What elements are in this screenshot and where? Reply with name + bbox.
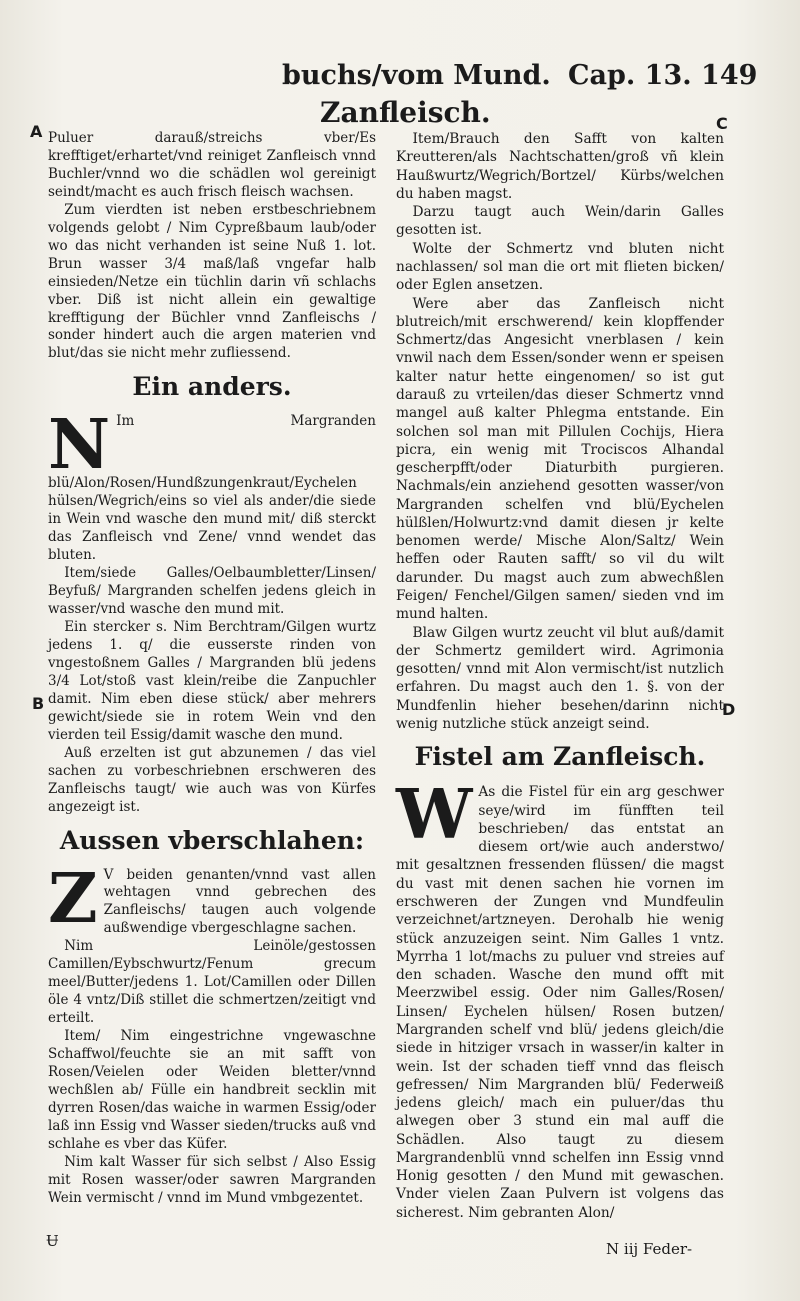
header-chapter-page: Cap. 13. 149 (568, 60, 758, 91)
footer-signature-catchword: N iij Feder- (606, 1240, 693, 1258)
section-title: Zanfleisch. (320, 96, 491, 129)
paragraph: Item/siede Galles/Oelbaumbletter/Linsen/ Beyfuß/ Margranden schelfen jedens gleich in wasser/vnd wasche den mund mit. (48, 565, 376, 618)
paragraph-with-initial (48, 405, 376, 565)
heading-fistel: Fistel am Zanfleisch. (414, 742, 706, 772)
paragraph: Nim kalt Wasser für sich selbst / Also Essig mit Rosen wasser/oder sawren Margranden Wein vermischt / vnnd im Mund vmbgezentet. (48, 1153, 376, 1206)
right-column (396, 130, 724, 1222)
margin-letter-a: A (30, 122, 43, 141)
paragraph-text: Im Margranden blü/Alon/Rosen/Hundßzungenkraut/Eychelen hülsen/Wegrich/eins so viel als ander/die siede in Wein vnd wasche den mund mit/ diß sterckt das Zanfleisch vnd Zene/ vnnd wendet das bluten. (48, 413, 376, 564)
heading-aussen-vberschlahen: Aussen vberschlahen: (59, 825, 365, 855)
paragraph-text: As die Fistel für ein arg geschwer seye/wird im fünfften teil beschrieben/ das entstat an diesem ort/wie auch anderstwo/ mit gesaltznen fressenden flüssen/ die magst du vast mit denen sachen hie vornen im erschweren der Zungen vnd Mundfeulin verzeichnet/artzneyen. Derohalb hie wenig stück anzuzeigen seint. Nim Galles 1 vntz. Myrrha 1 lot/machs zu puluer vnd streies auf den schaden. Wasche den mund offt mit Meerzwibel essig. Oder nim Galles/Rosen/ Linsen/ Eychelen hülsen/ Rosen butzen/ Margranden schelf vnd blü/ jedens gleich/die siede in hitziger vrsach in wasser/in kalter in wein. Ist der schaden tieff vnnd das fleisch gefressen/ Nim Margranden blü/ Federweiß jedens gleich/ mach ein puluer/das thu alwegen ober 3 stund ein mal auff die Schädlen. Also taugt zu diesem Margrandenblü vnnd schelfen inn Essig vnnd Honig gesotten / den Mund mit gewaschen. Vnder vielen Zaan Pulvern ist volgens das sicherest. Nim gebranten Alon/ (396, 784, 724, 1221)
paragraph: Wolte der Schmertz vnd bluten nicht nachlassen/ sol man die ort mit flieten bicken/ oder Eglen ansetzen. (396, 240, 724, 294)
drop-cap: Z (48, 858, 98, 939)
header-title: buchs/vom Mund. (282, 60, 551, 91)
paragraph: Were aber das Zanfleisch nicht blutreich/mit erschwerend/ kein klopffender Schmertz/das Angesicht vnerblasen / kein vnwil nach dem Essen/sonder wenn er speisen kalter natur hette eingenomen/ so ist gut darauß zu vrteilen/das dieser Schmertz vnnd mangel auß kalter Phlegma entstande. Ein solchen sol man mit Pillulen Cochijs, Hiera picra, ein wenig mit Trociscos Alhandal gescherpfft/oder Diaturbith purgieren. Nachmals/ein anziehend gesotten wasser/von Margranden schelfen vnd blü/Eychelen hülßlen/Holwurtz:vnd damit diesen jr kelte benomen werde/ Mische Alon/Saltz/ Wein heffen oder Rauten safft/ so vil du wilt darunder. Du magst auch zum abwechßlen Feigen/ Fenchel/Gilgen samen/ sieden vnd im mund halten. (396, 295, 724, 623)
paragraph: Ein stercker s. Nim Berchtram/Gilgen wurtz jedens 1. q/ die eusserste rinden von vngestoßnem Galles / Margranden blü jedens 3/4 Lot/stoß vast klein/reibe die Zanpuchler damit. Nim eben diese stück/ aber mehrers gewicht/siede sie in rotem Wein vnd den vierden teil Essig/damit wasche den mund. (48, 619, 376, 743)
paragraph: Blaw Gilgen wurtz zeucht vil blut auß/damit der Schmertz gemildert wird. Agrimonia gesotten/ vnnd mit Alon vermischt/ist nutzlich erfahren. Du magst auch den 1. §. von der Mundfenlin hieher besehen/darinn nicht wenig nutzliche stück anzeigt seind. (396, 624, 724, 732)
running-header (0, 60, 800, 100)
paragraph: Item/Brauch den Safft von kalten Kreutteren/als Nachtschatten/groß vñ klein Haußwurtz/Wegrich/Bortzel/ Kürbs/welchen du haben magst. (396, 131, 724, 202)
paragraph-text: V beiden genanten/vnnd vast allen wehtagen vnnd gebrechen des Zanfleischs/ taugen auch volgende außwendige vbergeschlagne sachen. (103, 866, 376, 937)
paragraph: Auß erzelten ist gut abzunemen / das viel sachen zu vorbeschriebnen erschweren des Zanfleischs taugt/ wie auch was von Kürfes angezeigt ist. (48, 744, 376, 815)
paragraph: Nim Leinöle/gestossen Camillen/Eybschwurtz/Fenum grecum meel/Butter/jedens 1. Lot/Camillen oder Dillen öle 4 vntz/Diß stillet die schmertzen/zeitigt vnd erteilt. (48, 938, 376, 1027)
margin-letter-d: D (722, 700, 736, 719)
margin-letter-b: B (32, 694, 45, 713)
footer-mark: Ʉ (46, 1232, 59, 1250)
paragraph-with-initial (396, 775, 724, 1222)
heading-ein-anders: Ein anders. (132, 372, 292, 402)
paragraph: Zum vierdten ist neben erstbeschriebnem volgends gelobt / Nim Cypreßbaum laub/oder wo das nicht verhanden ist seine Nuß 1. lot. Brun wasser 3/4 maß/laß vngefar halb einsieden/Netze ein tüchlin darin vñ schlachs vber. Diß ist nicht allein ein gewaltige krefftigung der Büchler vnnd Zanfleischs / sonder hindert auch die argen materien vnd blut/das sie nicht mehr zufliessend. (48, 201, 376, 362)
paragraph: Puluer darauß/streichs vber/Es krefftiget/erhartet/vnd reiniget Zanfleisch vnnd Buchler/vnnd wo die schädlen wol gereinigt seindt/macht es auch frisch fleisch wachsen. (48, 130, 376, 200)
paragraph: Item/ Nim eingestrichne vngewaschne Schaffwol/feuchte sie an mit safft von Rosen/Veielen oder Weiden bletter/vnnd wechßlen ab/ Fülle ein handbreit secklin mit dyrren Rosen/das waiche in warmen Essig/oder laß inn Essig vnd Wasser sieden/trucks auß vnd schlahe es vber das Küfer. (48, 1028, 376, 1152)
margin-letter-c: C (716, 114, 728, 133)
left-column (48, 130, 376, 1208)
drop-cap: W (396, 775, 473, 856)
paragraph: Darzu taugt auch Wein/darin Galles gesotten ist. (396, 204, 724, 239)
paragraph-with-initial (48, 858, 376, 939)
drop-cap: N (48, 405, 111, 486)
